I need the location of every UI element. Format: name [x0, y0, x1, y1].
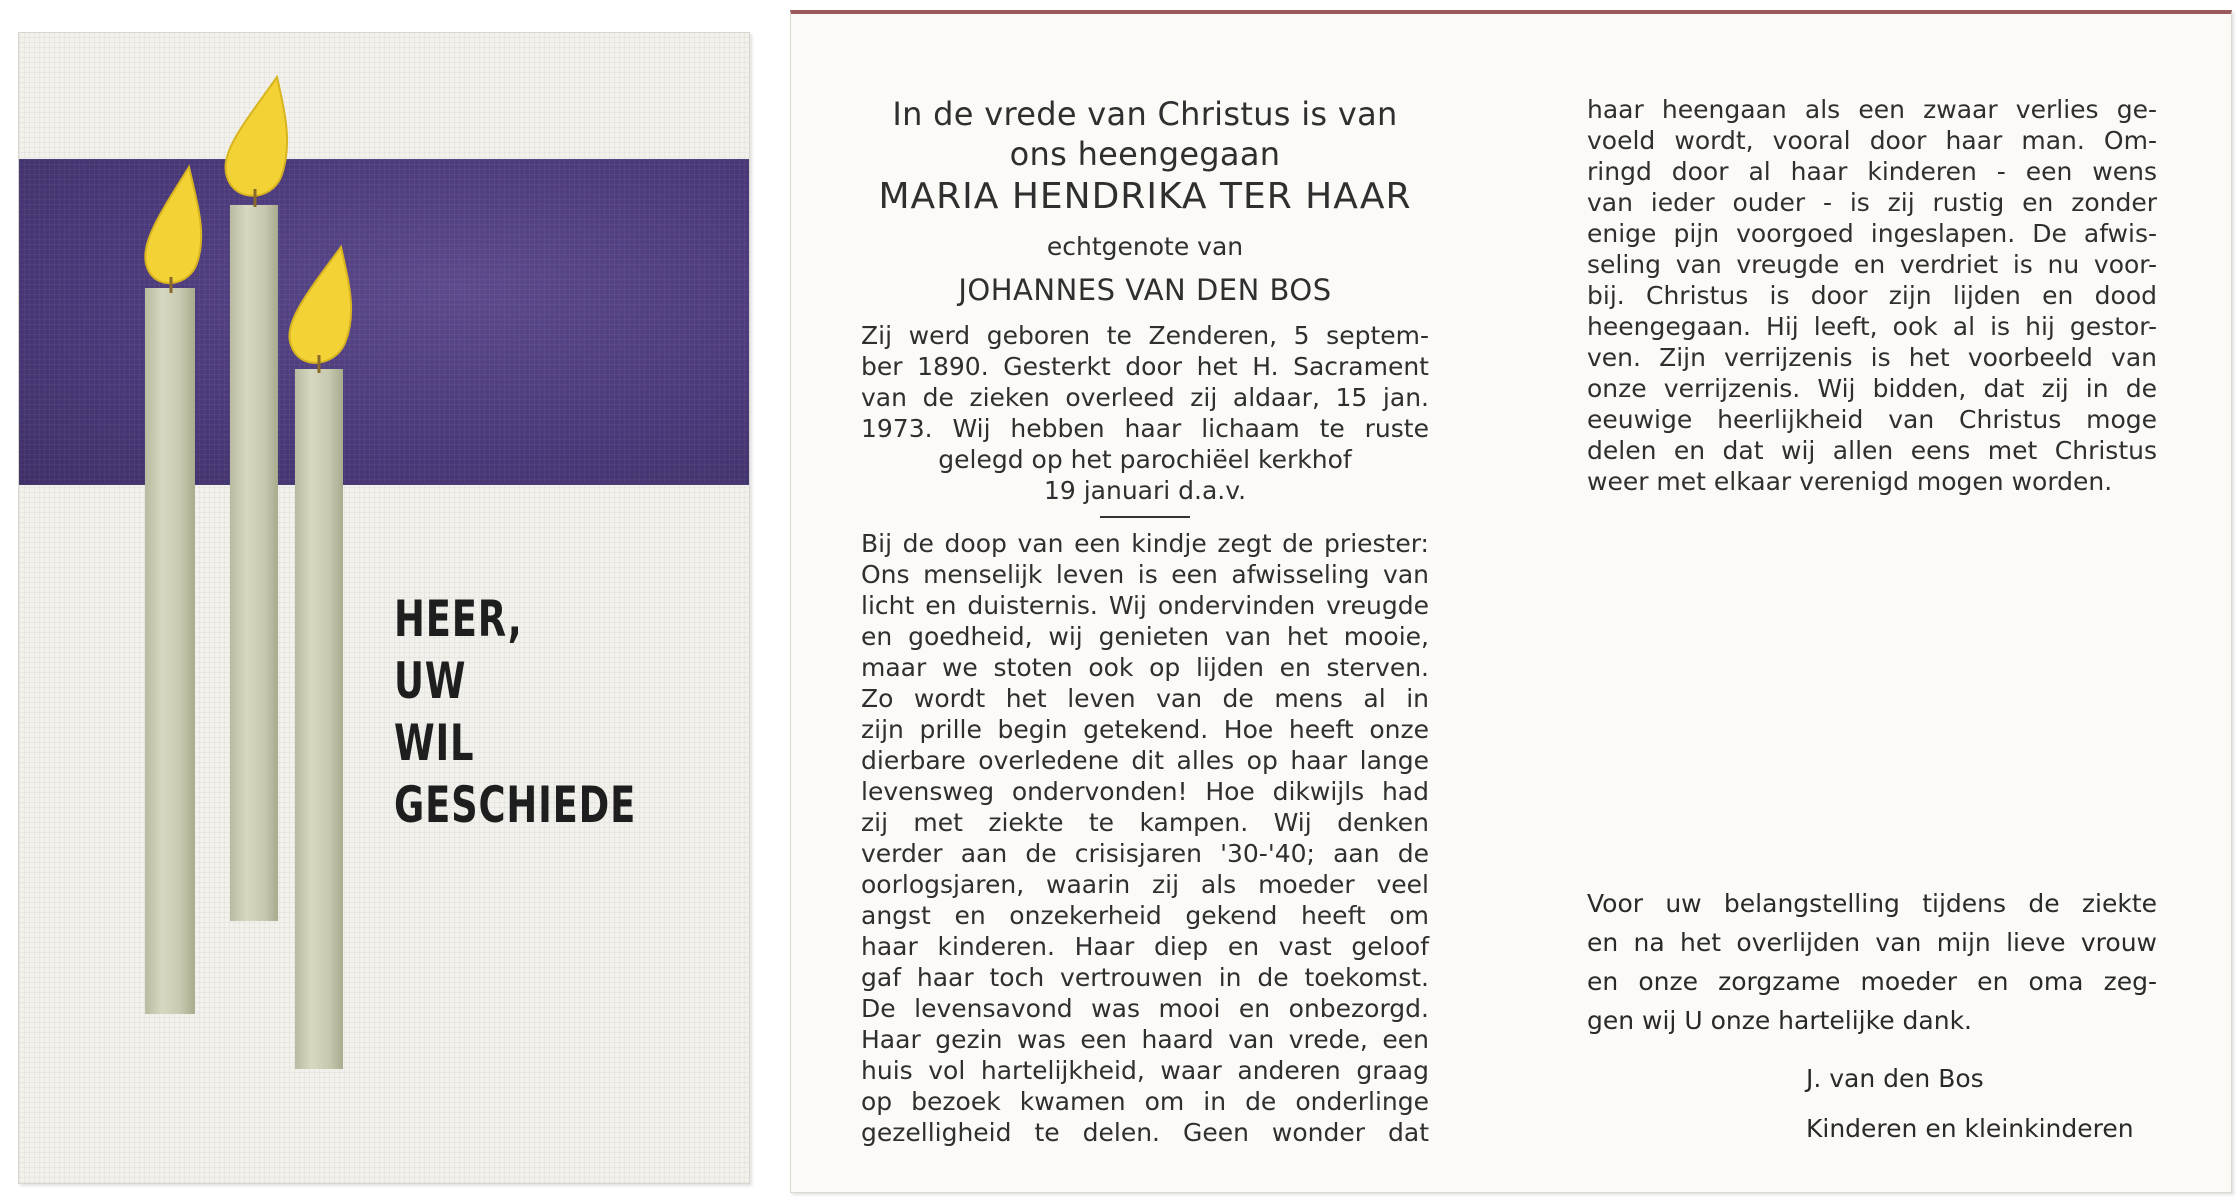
candle-middle-icon — [230, 205, 278, 921]
front-card — [18, 32, 750, 1184]
text-line: angst en onzekerheid gekend heeft om — [861, 901, 1429, 930]
text-line: eeuwige heerlijkheid van Christus moge — [1587, 405, 2157, 434]
bio-line: ber 1890. Gesterkt door het H. Sacrament — [861, 352, 1429, 381]
bio-line: van de zieken overleed zij aldaar, 15 jan. — [861, 383, 1429, 412]
flame-middle-icon — [217, 73, 293, 213]
intro-line: ons heengegaan — [1009, 135, 1281, 173]
text-line: zijn prille begin getekend. Hoe heeft onze — [861, 715, 1429, 744]
text-line: voeld wordt, vooral door haar man. Om- — [1587, 126, 2157, 155]
text-line: huis vol hartelijkheid, waar anderen graag — [861, 1056, 1429, 1085]
text-line: weer met elkaar verenigd mogen worden. — [1587, 467, 2113, 496]
text-line: en goedheid, wij genieten van het mooie, — [861, 622, 1429, 651]
text-line: Haar gezin was een haard van vrede, een — [861, 1025, 1429, 1054]
biography — [861, 320, 1429, 506]
signature-husband: J. van den Bos — [1806, 1064, 1984, 1093]
deceased-name: MARIA HENDRIKA TER HAAR — [878, 176, 1412, 217]
front-title-line: GESCHIEDE — [394, 776, 637, 834]
intro-text — [861, 94, 1429, 174]
text-line: licht en duisternis. Wij ondervinden vreugde — [861, 591, 1429, 620]
text-line: verder aan de crisisjaren '30-'40; aan de — [861, 839, 1429, 868]
text-line: Bij de doop van een kindje zegt de priester: — [861, 529, 1429, 558]
thanks-line: en na het overlijden van mijn lieve vrouw — [1587, 928, 2157, 957]
text-line: Ons menselijk leven is een afwisseling van — [861, 560, 1429, 589]
text-line: enige pijn voorgoed ingeslapen. De afwis- — [1587, 219, 2157, 248]
bio-end-line: gelegd op het parochiëel kerkhof — [938, 445, 1352, 474]
spouse-label: echtgenote van — [1046, 232, 1244, 261]
bio-end-line: 19 januari d.a.v. — [1043, 476, 1247, 505]
text-line: gaf haar toch vertrouwen in de toekomst. — [861, 963, 1429, 992]
text-line: onze verrijzenis. Wij bidden, dat zij in de — [1587, 374, 2157, 403]
text-line: bij. Christus is door zijn lijden en dood — [1587, 281, 2157, 310]
front-title — [394, 588, 636, 836]
spouse-name: JOHANNES VAN DEN BOS — [958, 273, 1332, 307]
text-line: dierbare overledene dit alles op haar lange — [861, 746, 1429, 775]
divider — [1100, 516, 1190, 518]
flame-left-icon — [137, 163, 207, 298]
bio-line: 1973. Wij hebben haar lichaam te ruste — [861, 414, 1429, 443]
thanks-line: Voor uw belangstelling tijdens de ziekte — [1587, 889, 2157, 918]
text-line: zij met ziekte te kampen. Wij denken — [861, 808, 1429, 837]
right-column — [1587, 94, 2157, 497]
text-line: oorlogsjaren, waarin zij als moeder veel — [861, 870, 1429, 899]
text-line: op bezoek kwamen om in de onderlinge — [861, 1087, 1429, 1116]
text-line: van ieder ouder - is zij rustig en zonder — [1587, 188, 2157, 217]
text-line: De levensavond was mooi en onbezorgd. — [861, 994, 1429, 1023]
intro-line: In de vrede van Christus is van — [892, 95, 1398, 133]
thanks-text — [1587, 884, 2157, 1040]
text-line: seling van vreugde en verdriet is nu voor- — [1587, 250, 2157, 279]
candle-left-icon — [145, 288, 195, 1014]
text-line: Zo wordt het leven van de mens al in — [861, 684, 1429, 713]
front-title-line: HEER, — [394, 590, 523, 648]
flame-right-icon — [281, 243, 357, 378]
text-line: ringd door al haar kinderen - een wens — [1587, 157, 2157, 186]
bio-end — [861, 444, 1429, 506]
text-line: heengegaan. Hij leeft, ook al is hij gestor- — [1587, 312, 2157, 341]
inner-spread — [790, 10, 2232, 1193]
candle-right-icon — [295, 369, 343, 1069]
text-line: haar heengaan als een zwaar verlies ge- — [1587, 95, 2157, 124]
meditation-text-left — [861, 528, 1429, 1148]
bio-line: Zij werd geboren te Zenderen, 5 septem- — [861, 321, 1429, 350]
signature-family: Kinderen en kleinkinderen — [1806, 1114, 2134, 1143]
text-line: levensweg ondervonden! Hoe dikwijls had — [861, 777, 1429, 806]
text-line: ven. Zijn verrijzenis is het voorbeeld van — [1587, 343, 2157, 372]
text-line: maar we stoten ook op lijden en sterven. — [861, 653, 1429, 682]
thanks-line: en onze zorgzame moeder en oma zeg- — [1587, 967, 2157, 996]
left-column — [861, 94, 1429, 1148]
front-title-line: UW — [394, 652, 467, 710]
purple-band — [19, 159, 749, 485]
thanks-line: gen wij U onze hartelijke dank. — [1587, 1006, 1972, 1035]
meditation-text-right — [1587, 94, 2157, 497]
text-line: delen en dat wij allen eens met Christus — [1587, 436, 2157, 465]
front-title-line: WIL — [394, 714, 475, 772]
text-line: gezelligheid te delen. Geen wonder dat — [861, 1118, 1429, 1147]
text-line: haar kinderen. Haar diep en vast geloof — [861, 932, 1429, 961]
